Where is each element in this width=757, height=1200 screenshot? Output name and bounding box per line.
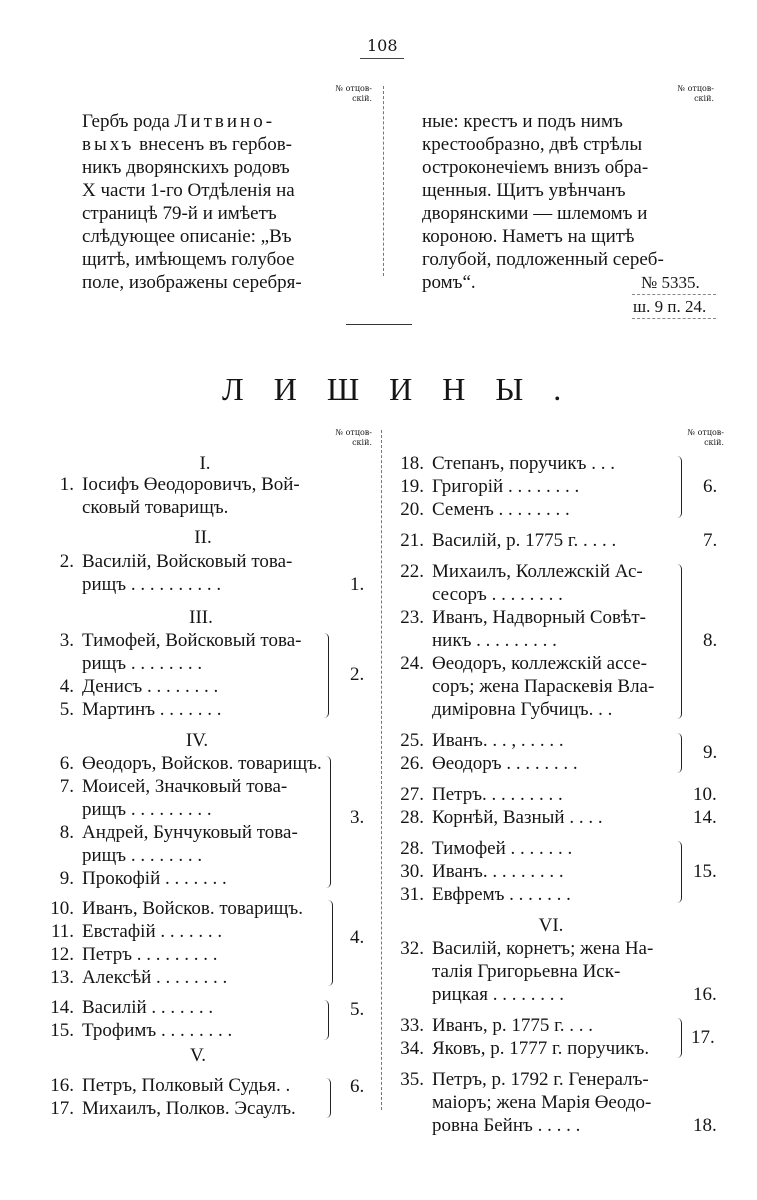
father-number: 1.: [350, 574, 365, 595]
intro-right-line: ные: крестъ и подъ нимъ: [422, 111, 623, 132]
family-title: ЛИШИНЫ.: [222, 371, 592, 407]
col-header-line-2: скій.: [352, 438, 372, 447]
intro-right-line: голубой, подложенный сереб-: [422, 249, 664, 270]
intro-left-line: поле, изображены серебря-: [82, 272, 302, 293]
father-number: 7.: [703, 530, 718, 551]
intro-left-col-header: [310, 84, 372, 104]
father-number: 3.: [350, 807, 365, 828]
intro-left-line: никъ дворянскихъ родовъ: [82, 157, 290, 178]
father-number: 6.: [703, 476, 718, 497]
intro-right-line: ромъ“.: [422, 272, 476, 293]
father-number: 15.: [693, 861, 717, 882]
intro-right-line: короною. Наметъ на щитѣ: [422, 226, 635, 247]
col-header-line-1: № отцов-: [335, 84, 372, 93]
page-number-rule: [360, 58, 404, 59]
col-header-line-1: № отцов-: [687, 428, 724, 437]
right-col-header: [662, 428, 724, 448]
father-number: 5.: [350, 999, 365, 1020]
intro-left-line: страницѣ 79-й и имѣетъ: [82, 203, 277, 224]
note-number: № 5335.: [641, 273, 700, 292]
note-ref: ш. 9 п. 24.: [633, 297, 707, 316]
generation-numeral: III.: [189, 607, 213, 628]
book-page: 108 № отцов- скій. № отцов- скій. Гербъ рода Литвино- выхъ внесенъ въ гербов- никъ дворянскихъ родовъ X части 1-го Отдѣленія на страницѣ 79-й и имѣетъ слѣдующее описаніе: „Въ щитѣ, имѣющемъ голубое поле, изображены серебря- ные: крестъ и подъ нимъ крестообразно, двѣ стрѣлы остроконечіемъ внизъ обра- щенныя. Щитъ увѣнчанъ дворянскими — шлемомъ и короною. Наметъ на щитѣ голубой, подложенный сереб- ромъ“. № 5335. ш. 9 п. 24. ЛИШИНЫ. № отцов- скій. № отцов- скій. I. II. III. IV. V. 1. Іосифъ Өеодоровичъ, Вой- сковый товарищъ. 2. Василій, Войсковый това- рищъ . . . . . . . . . . 3. Тимофей, Войсковый това- рищъ . . . . . . . . 4. Денисъ . . . . . . . . 5. Мартинъ . . . . . . . 6. Өеодоръ, Войсков. товарищъ. 7. Моисей, Значковый това- рищъ . . . . . . . . . 8. Андрей, Бунчуковый това- рищъ . . . . . . . . 9. Прокофій . . . . . . . 10. Иванъ, Войсков. товарищъ. 11. Евстафій . . . . . . . 12. Петръ . . . . . . . . . 13. Алексѣй . . . . . . . . 14. Василій . . . . . . . 15. Трофимъ . . . . . . . . 16. Петръ, Полковый Судья. . 17. Михаилъ, Полков. Эсаулъ. 1. 2. 3. 4. 5. 6. 18. Степанъ, поручикъ . . . 19. Григорій . . . . . . . . 20. Семенъ . . . . . . . . 21. Василій, р. 1775 г. . . . . 22. Михаилъ, Коллежскій Ас- сесоръ . . . . . . . . 23. Иванъ, Надворный Совѣт- никъ . . . . . . . . . 24. Өеодоръ, коллежскій ассе- соръ; жена Параскевія Вла- диміровна Губчицъ. . . 25. Иванъ. . . , . . . . . 26. Өеодоръ . . . . . . . . 27. Петръ. . . . . . . . . 28. Корнѣй, Вазный . . . . 28. Тимофей . . . . . . . 30. Иванъ. . . . . . . . . 31. Евфремъ . . . . . . . VI. 32. Василій, корнетъ; жена На- талія Григорьевна Иск- рицкая . . . . . . . . 33. Иванъ, р. 1775 г. . . . 34. Яковъ, р. 1777 г. поручикъ. 35. Петръ, р. 1792 г. Генералъ- маіоръ; жена Марія Өеодо- ровна Бейнъ . . . . . 6. 7. 8. 9. 10. 14. 15. 16. 17. 18.: [50, 36, 724, 1136]
sibling-bracket: [677, 564, 682, 719]
father-number: 2.: [350, 664, 365, 685]
father-number: 4.: [350, 927, 365, 948]
intro-left-line: щитѣ, имѣющемъ голубое: [82, 249, 295, 270]
intro-left-line: слѣдующее описаніе: „Въ: [82, 226, 292, 247]
sibling-bracket: [326, 756, 331, 888]
generation-numeral: I.: [199, 453, 211, 474]
sibling-bracket: [324, 633, 329, 718]
section-divider: [346, 324, 412, 325]
father-number: 14.: [693, 807, 717, 828]
intro-right-line: крестообразно, двѣ стрѣлы: [422, 134, 643, 155]
generation-numeral: IV.: [185, 730, 209, 751]
note-rule-bottom: [632, 318, 716, 319]
intro-left-line: Гербъ рода Литвино-: [82, 111, 276, 132]
father-number: 8.: [703, 630, 718, 651]
genealogy-divider: [381, 430, 382, 1110]
intro-right-line: щенныя. Щитъ увѣнчанъ: [422, 180, 626, 201]
col-header-line-2: скій.: [694, 94, 714, 103]
col-header-line-1: № отцов-: [335, 428, 372, 437]
intro-right-line: дворянскими — шлемомъ и: [422, 203, 648, 224]
father-number: 17.: [691, 1027, 715, 1048]
intro-left-divider: [383, 86, 384, 276]
col-header-line-2: скій.: [352, 94, 372, 103]
sibling-bracket: [324, 1000, 329, 1040]
father-number: 10.: [693, 784, 717, 805]
father-number: 6.: [350, 1076, 365, 1097]
intro-text-left: [82, 110, 302, 294]
col-header-line-1: № отцов-: [677, 84, 714, 93]
sibling-bracket: [677, 1018, 682, 1058]
intro-left-line: X части 1-го Отдѣленія на: [82, 180, 295, 201]
generation-numeral: V.: [189, 1045, 207, 1066]
sibling-bracket: [328, 900, 333, 986]
left-col-header: [312, 428, 372, 448]
sibling-bracket: [326, 1078, 331, 1118]
generation-numeral: II.: [194, 527, 212, 548]
generation-numeral: VI.: [538, 915, 564, 936]
father-number: 16.: [693, 984, 717, 1005]
col-header-line-2: скій.: [704, 438, 724, 447]
intro-right-line: остроконечіемъ внизъ обра-: [422, 157, 649, 178]
sibling-bracket: [677, 733, 682, 773]
father-number: 9.: [703, 742, 718, 763]
page-number: 108: [367, 36, 398, 55]
sibling-bracket: [677, 456, 682, 518]
intro-text-right: [422, 110, 664, 294]
intro-right-col-header: [652, 84, 714, 104]
intro-left-line: выхъ внесенъ въ гербов-: [82, 134, 292, 155]
father-number: 18.: [693, 1115, 717, 1136]
sibling-bracket: [677, 841, 682, 903]
